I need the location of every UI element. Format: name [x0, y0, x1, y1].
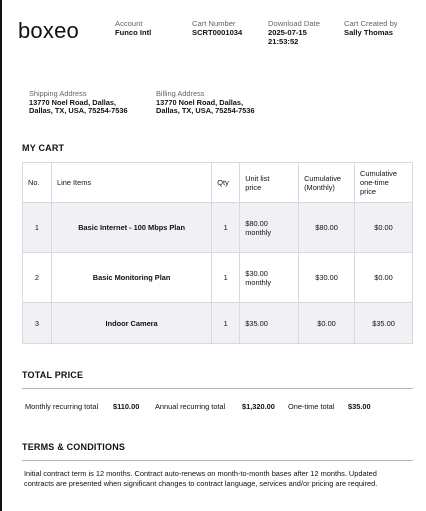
cart-table: [22, 162, 413, 344]
col-header-cumulative-onetime-line2: one-time: [360, 178, 389, 187]
col-header-cumulative-onetime: [355, 163, 413, 203]
terms-title: TERMS & CONDITIONS: [22, 442, 126, 452]
row-unit-price-value: $35.00: [245, 318, 268, 328]
cart-number-label: Cart Number: [192, 19, 236, 28]
terms-text: Initial contract term is 12 months. Contract auto-renews on month-to-month bases after 12 months. Updated contracts are presented when significant changes to contract language, services and/or pricing are required.: [24, 469, 378, 488]
cart-created-by-info: [344, 19, 398, 37]
col-header-cumulative-monthly: [299, 163, 355, 203]
total-price-title: TOTAL PRICE: [22, 370, 84, 380]
row-unit-price-period: monthly: [245, 277, 272, 287]
col-header-no: No.: [23, 163, 52, 203]
row-unit-price-period: monthly: [245, 227, 272, 237]
row-cumulative-monthly: $0.00: [299, 303, 355, 344]
billing-address-line1: 13770 Noel Road, Dallas,: [156, 97, 244, 107]
row-no: 1: [23, 203, 52, 253]
col-header-cumulative-monthly-line1: Cumulative: [304, 173, 342, 183]
billing-address-label: Billing Address: [156, 89, 205, 98]
col-header-cumulative-onetime-line1: Cumulative: [360, 169, 397, 178]
row-line-item: Basic Monitoring Plan: [51, 253, 211, 303]
table-row: [23, 303, 413, 344]
table-row: [23, 203, 413, 253]
download-date-value: 2025-07-15: [268, 28, 307, 37]
col-header-cumulative-onetime-line3: price: [360, 187, 377, 196]
cart-created-by-label: Cart Created by: [344, 19, 398, 28]
row-line-item: Basic Internet - 100 Mbps Plan: [51, 203, 211, 253]
row-no: 3: [23, 303, 52, 344]
total-price-divider: [22, 388, 413, 389]
account-info: [115, 19, 151, 37]
download-time-value: 21:53:52: [268, 37, 299, 46]
download-date-info: [268, 19, 320, 46]
cart-header-row: [23, 163, 413, 203]
row-cumulative-onetime: $0.00: [355, 253, 413, 303]
col-header-line-items: Line Items: [51, 163, 211, 203]
shipping-address-label: Shipping Address: [29, 89, 87, 98]
cart-number-value: SCRT0001034: [192, 28, 243, 37]
row-no: 2: [23, 253, 52, 303]
annual-recurring-label: Annual recurring total: [155, 402, 226, 411]
onetime-total-label: One-time total: [288, 402, 335, 411]
row-qty: 1: [212, 253, 240, 303]
col-header-unit-price-line1: Unit list: [245, 173, 270, 183]
download-date-label: Download Date: [268, 19, 320, 28]
annual-recurring-value: $1,320.00: [242, 402, 275, 411]
col-header-unit-price: [240, 163, 299, 203]
monthly-recurring-label: Monthly recurring total: [25, 402, 99, 411]
row-line-item: Indoor Camera: [51, 303, 211, 344]
onetime-total-value: $35.00: [348, 402, 371, 411]
my-cart-title: MY CART: [22, 143, 65, 153]
shipping-address: [29, 90, 128, 116]
account-label: Account: [115, 19, 143, 28]
row-qty: 1: [212, 203, 240, 253]
table-row: [23, 253, 413, 303]
billing-address: [156, 90, 255, 116]
cart-number-info: [192, 19, 242, 37]
row-unit-price: [240, 203, 299, 253]
shipping-address-line1: 13770 Noel Road, Dallas,: [29, 97, 117, 107]
row-unit-price-value: $30.00: [245, 268, 268, 278]
row-unit-price: [240, 303, 299, 344]
cart-document: [2, 0, 426, 511]
terms-divider: [22, 460, 413, 461]
row-cumulative-onetime: $0.00: [355, 203, 413, 253]
row-unit-price: [240, 253, 299, 303]
row-qty: 1: [212, 303, 240, 344]
row-cumulative-monthly: $30.00: [299, 253, 355, 303]
account-value: Funco Intl: [115, 28, 152, 37]
col-header-cumulative-monthly-line2: (Monthly): [304, 182, 335, 192]
cart-created-by-value: Sally Thomas: [344, 28, 393, 37]
monthly-recurring-value: $110.00: [113, 402, 140, 411]
brand-logo: boxeo: [18, 18, 79, 43]
row-unit-price-value: $80.00: [245, 218, 268, 228]
row-cumulative-monthly: $80.00: [299, 203, 355, 253]
col-header-unit-price-line2: price: [245, 182, 262, 192]
billing-address-line2: Dallas, TX, USA, 75254-7536: [156, 106, 255, 116]
row-cumulative-onetime: $35.00: [355, 303, 413, 344]
col-header-qty: Qty: [212, 163, 240, 203]
shipping-address-line2: Dallas, TX, USA, 75254-7536: [29, 106, 128, 116]
